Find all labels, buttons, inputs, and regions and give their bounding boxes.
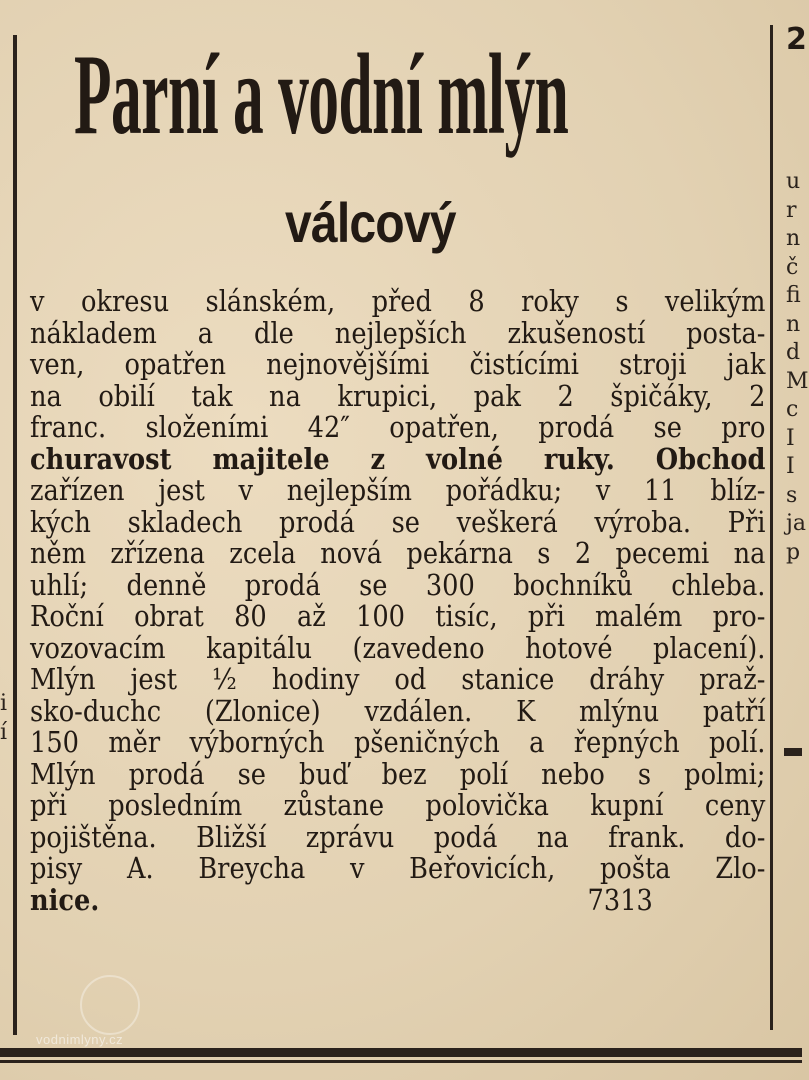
- left-column-rule: [13, 35, 17, 1035]
- ad-body-line: churavost majitele z volné ruky. Obchod: [30, 441, 766, 476]
- margin-letter: ja: [786, 511, 806, 536]
- ad-body-line: Mlýn jest ½ hodiny od stanice dráhy praž-: [30, 662, 766, 696]
- margin-letter: I: [786, 454, 795, 479]
- ad-body: [30, 286, 766, 916]
- bottom-rule-thick: [0, 1048, 802, 1057]
- ad-body-line: 150 měr výborných pšeničných a řepných polí.: [30, 725, 766, 759]
- ad-body-line: Mlýn prodá se buď bez polí nebo s polmi;: [30, 756, 766, 791]
- margin-letter: fi: [786, 283, 801, 308]
- ad-body-line: při posledním zůstane polovička kupní ceny: [30, 788, 766, 822]
- margin-letter: M: [786, 368, 809, 394]
- adjacent-column-corner: 2: [786, 22, 807, 57]
- watermark-text: vodnimlyny.cz: [36, 1032, 124, 1047]
- right-column-bar: [784, 748, 802, 756]
- margin-letter: I: [786, 425, 795, 451]
- ad-body-line: zařízen jest v nejlepším pořádku; v 11 blíz-: [30, 473, 766, 507]
- adjacent-column-right: [786, 168, 809, 567]
- right-column-rule: [770, 25, 773, 1030]
- margin-letter: i: [0, 691, 8, 716]
- margin-letter: s: [786, 482, 798, 508]
- ad-last-word: nice.: [30, 882, 100, 917]
- margin-letter: r: [786, 197, 797, 223]
- margin-letter: n: [786, 311, 801, 337]
- ad-title: Parní a vodní mlýn: [74, 31, 569, 159]
- ad-body-line: sko-duchc (Zlonice) vzdálen. K mlýnu patří: [30, 693, 766, 728]
- ad-body-line: franc. složeními 42″ opatřen, prodá se pro: [30, 410, 766, 444]
- bottom-rule-thin: [0, 1060, 802, 1063]
- margin-letter: p: [786, 539, 801, 565]
- margin-letter: n: [786, 226, 801, 251]
- margin-letter: u: [786, 169, 801, 194]
- ad-body-line-last: [30, 882, 765, 917]
- ad-body-line: kých skladech prodá se veškerá výroba. Při: [30, 504, 766, 539]
- ad-body-line: ven, opatřen nejnovějšími čistícími stroji jak: [30, 347, 766, 381]
- ad-subtitle: válcový: [285, 191, 456, 254]
- ad-body-line: nákladem a dle nejlepších zkušeností posta-: [30, 315, 766, 350]
- ad-body-line: pisy A. Breycha v Beřovicích, pošta Zlo-: [30, 851, 766, 885]
- ad-number: 7313: [587, 882, 653, 917]
- ad-body-line: v okresu slánském, před 8 roky s velikým: [30, 284, 766, 318]
- ad-body-line: uhlí; denně prodá se 300 bochníků chleba.: [30, 567, 766, 602]
- margin-letter: č: [786, 254, 799, 280]
- ad-body-line: něm zřízena zcela nová pekárna s 2 pecemi na: [30, 536, 766, 570]
- ad-body-line: pojištěna. Bližší zprávu podá na frank. do-: [30, 819, 766, 854]
- watermark-logo-icon: [80, 975, 140, 1035]
- ad-body-line: na obilí tak na krupici, pak 2 špičáky, 2: [30, 378, 766, 413]
- ad-last-line: [30, 882, 766, 917]
- ad-body-line: Roční obrat 80 až 100 tisíc, při malém pro-: [30, 599, 766, 633]
- adjacent-column-left: [0, 690, 12, 747]
- margin-letter: í: [0, 719, 8, 745]
- margin-letter: d: [786, 340, 801, 365]
- ad-body-line: vozovacím kapitálu (zavedeno hotové placení).: [30, 630, 766, 665]
- margin-letter: c: [786, 397, 799, 422]
